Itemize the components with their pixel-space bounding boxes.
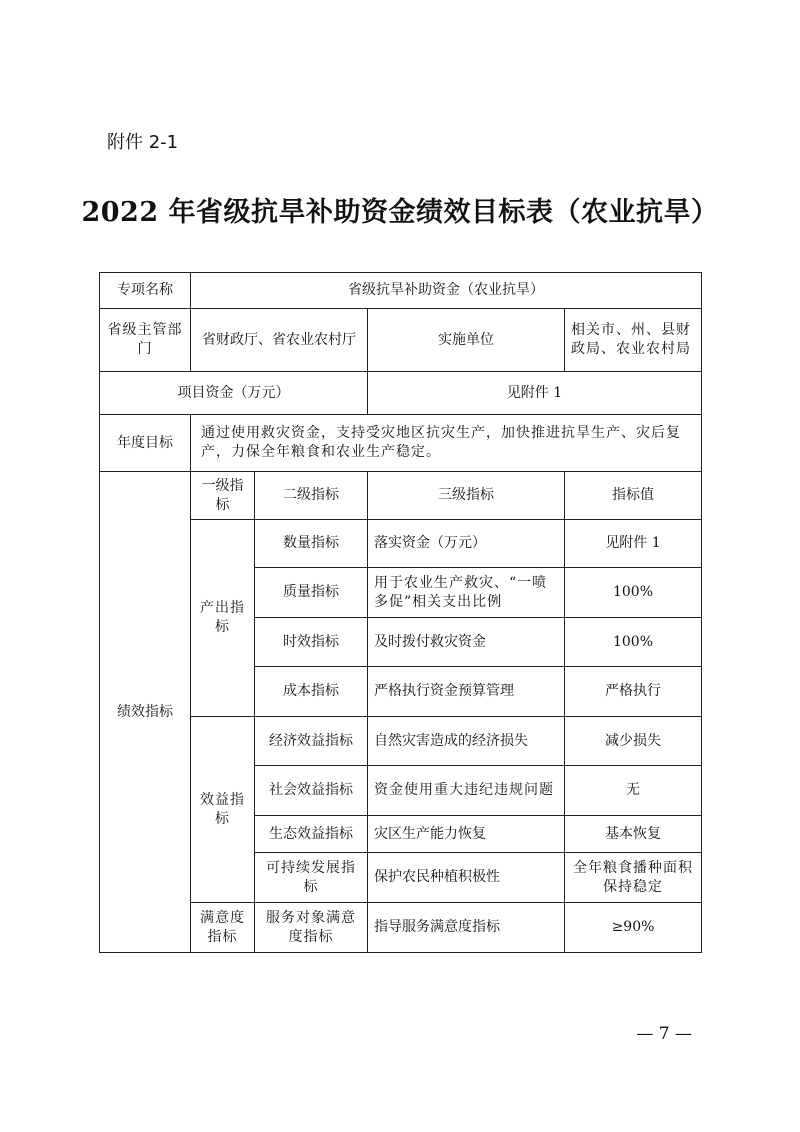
value-cell: 见附件 1 <box>565 520 702 568</box>
table-header-row <box>100 472 702 520</box>
level2-cell: 生态效益指标 <box>255 816 368 853</box>
level2-cell: 经济效益指标 <box>255 717 368 766</box>
table-row <box>100 273 702 309</box>
level3-cell: 资金使用重大违纪违规问题 <box>368 766 565 816</box>
level2-cell: 质量指标 <box>255 568 368 618</box>
header-level1: 一级指标 <box>191 472 255 520</box>
goal-label: 年度目标 <box>100 415 191 472</box>
table-row <box>100 520 702 568</box>
level3-cell: 用于农业生产救灾、“一喷多促”相关支出比例 <box>368 568 565 618</box>
group-output: 产出指标 <box>191 520 255 717</box>
table-row <box>100 309 702 372</box>
level3-cell: 保护农民种植积极性 <box>368 853 565 903</box>
impl-label: 实施单位 <box>368 309 565 372</box>
level3-cell: 灾区生产能力恢复 <box>368 816 565 853</box>
value-cell: ≥90% <box>565 903 702 953</box>
level2-cell: 服务对象满意度指标 <box>255 903 368 953</box>
level2-cell: 数量指标 <box>255 520 368 568</box>
header-value: 指标值 <box>565 472 702 520</box>
attachment-label: 附件 2-1 <box>107 132 179 153</box>
level3-cell: 指导服务满意度指标 <box>368 903 565 953</box>
level2-cell: 可持续发展指标 <box>255 853 368 903</box>
level2-cell: 社会效益指标 <box>255 766 368 816</box>
level2-cell: 时效指标 <box>255 618 368 667</box>
table-row <box>100 415 702 472</box>
group-satisfaction: 满意度指标 <box>191 903 255 953</box>
value-cell: 100% <box>565 618 702 667</box>
performance-target-table <box>99 272 702 953</box>
level3-cell: 落实资金（万元） <box>368 520 565 568</box>
value-cell: 100% <box>565 568 702 618</box>
value-cell: 减少损失 <box>565 717 702 766</box>
value-cell: 基本恢复 <box>565 816 702 853</box>
header-level3: 三级指标 <box>368 472 565 520</box>
perf-label: 绩效指标 <box>100 472 191 953</box>
impl-value: 相关市、州、县财政局、农业农村局 <box>565 309 702 372</box>
table-row <box>100 372 702 415</box>
level3-cell: 自然灾害造成的经济损失 <box>368 717 565 766</box>
fund-value: 见附件 1 <box>368 372 702 415</box>
table-row <box>100 717 702 766</box>
value-cell: 全年粮食播种面积保持稳定 <box>565 853 702 903</box>
level3-cell: 严格执行资金预算管理 <box>368 667 565 717</box>
level2-cell: 成本指标 <box>255 667 368 717</box>
table-row <box>100 903 702 953</box>
special-name-value: 省级抗旱补助资金（农业抗旱） <box>191 273 702 309</box>
value-cell: 严格执行 <box>565 667 702 717</box>
fund-label: 项目资金（万元） <box>100 372 368 415</box>
level3-cell: 及时拨付救灾资金 <box>368 618 565 667</box>
dept-value: 省财政厅、省农业农村厅 <box>191 309 368 372</box>
value-cell: 无 <box>565 766 702 816</box>
goal-value: 通过使用救灾资金，支持受灾地区抗灾生产，加快推进抗旱生产、灾后复产，力保全年粮食和农业生产稳定。 <box>191 415 702 472</box>
page-number: — 7 — <box>636 1024 692 1044</box>
dept-label: 省级主管部门 <box>100 309 191 372</box>
page-title: 2022 年省级抗旱补助资金绩效目标表（农业抗旱） <box>81 197 719 228</box>
special-name-label: 专项名称 <box>100 273 191 309</box>
group-benefit: 效益指标 <box>191 717 255 903</box>
header-level2: 二级指标 <box>255 472 368 520</box>
